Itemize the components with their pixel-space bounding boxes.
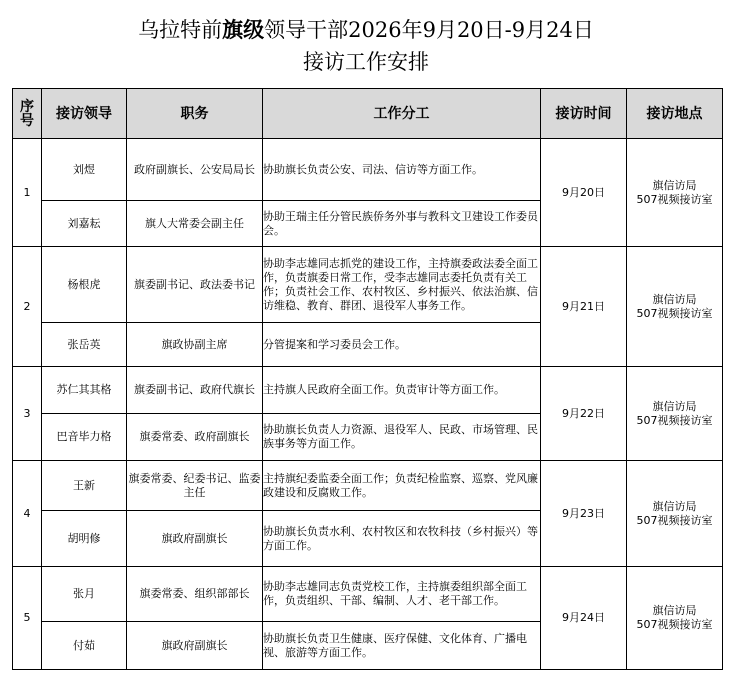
place-line1: 旗信访局 [652, 499, 697, 513]
duty-cell: 协助王瑞主任分管民族侨务外事与教科文卫建设工作委员会。 [263, 201, 541, 247]
leader-cell: 王新 [42, 461, 127, 511]
place-line2: 507视频接访室 [636, 192, 713, 206]
place-cell [627, 247, 723, 367]
leader-cell: 胡明修 [42, 511, 127, 567]
position-cell: 旗委常委、政府副旗长 [127, 414, 263, 461]
leader-cell: 张月 [42, 567, 127, 622]
position-cell: 旗政府副旗长 [127, 511, 263, 567]
page-title-line1 [0, 16, 732, 44]
place-line2: 507视频接访室 [636, 306, 713, 320]
duty-cell: 协助旗长负责人力资源、退役军人、民政、市场管理、民族事务等方面工作。 [263, 414, 541, 461]
seq-cell: 2 [13, 247, 42, 367]
header-leader: 接访领导 [42, 89, 127, 139]
header-position: 职务 [127, 89, 263, 139]
header-time: 接访时间 [541, 89, 627, 139]
leader-cell: 杨根虎 [42, 247, 127, 323]
time-cell: 9月20日 [541, 139, 627, 247]
header-seq-top: 序 [20, 98, 34, 115]
duty-cell: 协助李志雄同志抓党的建设工作，主持旗委政法委全面工作，负责旗委日常工作，受李志雄同志委托负责有关工作；负责社会工作、农村牧区、乡村振兴、依法治旗、信访维稳、教育、群团、退役军人事务工作。 [263, 247, 541, 323]
place-line2: 507视频接访室 [636, 513, 713, 527]
place-line1: 旗信访局 [652, 604, 697, 617]
place-cell [627, 367, 723, 461]
leader-cell: 张岳英 [42, 323, 127, 367]
duty-cell: 协助旗长负责水利、农村牧区和农牧科技（乡村振兴）等方面工作。 [263, 511, 541, 567]
title-post: 领导干部2026年9月20日-9月24日 [264, 18, 594, 42]
leader-cell: 巴音毕力格 [42, 414, 127, 461]
position-cell: 旗委常委、纪委书记、监委主任 [127, 461, 263, 511]
seq-cell: 5 [13, 567, 42, 670]
table-row [13, 139, 723, 201]
place-line1: 旗信访局 [652, 178, 697, 192]
page-title-line2: 接访工作安排 [303, 50, 429, 74]
place-cell [627, 461, 723, 567]
duty-cell: 分管提案和学习委员会工作。 [263, 323, 541, 367]
position-cell: 旗委副书记、政法委书记 [127, 247, 263, 323]
duty-cell: 协助旗长负责公安、司法、信访等方面工作。 [263, 139, 541, 201]
position-cell: 旗人大常委会副主任 [127, 201, 263, 247]
position-cell: 旗政协副主席 [127, 323, 263, 367]
duty-cell: 协助旗长负责卫生健康、医疗保健、文化体育、广播电视、旅游等方面工作。 [263, 622, 541, 670]
seq-cell: 3 [13, 367, 42, 461]
place-cell [627, 139, 723, 247]
place-line1: 旗信访局 [652, 292, 697, 306]
title-pre: 乌拉特前 [138, 18, 223, 42]
leader-cell: 苏仁其其格 [42, 367, 127, 414]
seq-cell: 4 [13, 461, 42, 567]
leader-cell: 付茹 [42, 622, 127, 670]
schedule-table [12, 88, 723, 670]
table-header-row [13, 89, 723, 139]
table-row [13, 567, 723, 622]
position-cell: 旗委副书记、政府代旗长 [127, 367, 263, 414]
duty-cell: 主持旗人民政府全面工作。负责审计等方面工作。 [263, 367, 541, 414]
place-cell [627, 567, 723, 670]
position-cell: 旗委常委、组织部部长 [127, 567, 263, 622]
time-cell: 9月22日 [541, 367, 627, 461]
time-cell: 9月21日 [541, 247, 627, 367]
header-seq-bottom: 号 [20, 112, 34, 129]
leader-cell: 刘煜 [42, 139, 127, 201]
table-row [13, 367, 723, 414]
time-cell: 9月23日 [541, 461, 627, 567]
header-place: 接访地点 [627, 89, 723, 139]
table-row [13, 247, 723, 323]
header-duty: 工作分工 [263, 89, 541, 139]
position-cell: 政府副旗长、公安局局长 [127, 139, 263, 201]
seq-cell: 1 [13, 139, 42, 247]
position-cell: 旗政府副旗长 [127, 622, 263, 670]
place-line1: 旗信访局 [652, 399, 697, 413]
duty-cell: 主持旗纪委监委全面工作；负责纪检监察、巡察、党风廉政建设和反腐败工作。 [263, 461, 541, 511]
duty-cell: 协助李志雄同志负责党校工作，主持旗委组织部全面工作，负责组织、干部、编制、人才、老干部工作。 [263, 567, 541, 622]
header-seq [13, 89, 42, 139]
place-line2: 507视频接访室 [636, 413, 713, 427]
title-bold: 旗级 [222, 17, 265, 42]
leader-cell: 刘嘉耘 [42, 201, 127, 247]
time-cell: 9月24日 [541, 567, 627, 670]
place-line2: 507视频接访室 [636, 618, 713, 631]
table-row [13, 461, 723, 511]
